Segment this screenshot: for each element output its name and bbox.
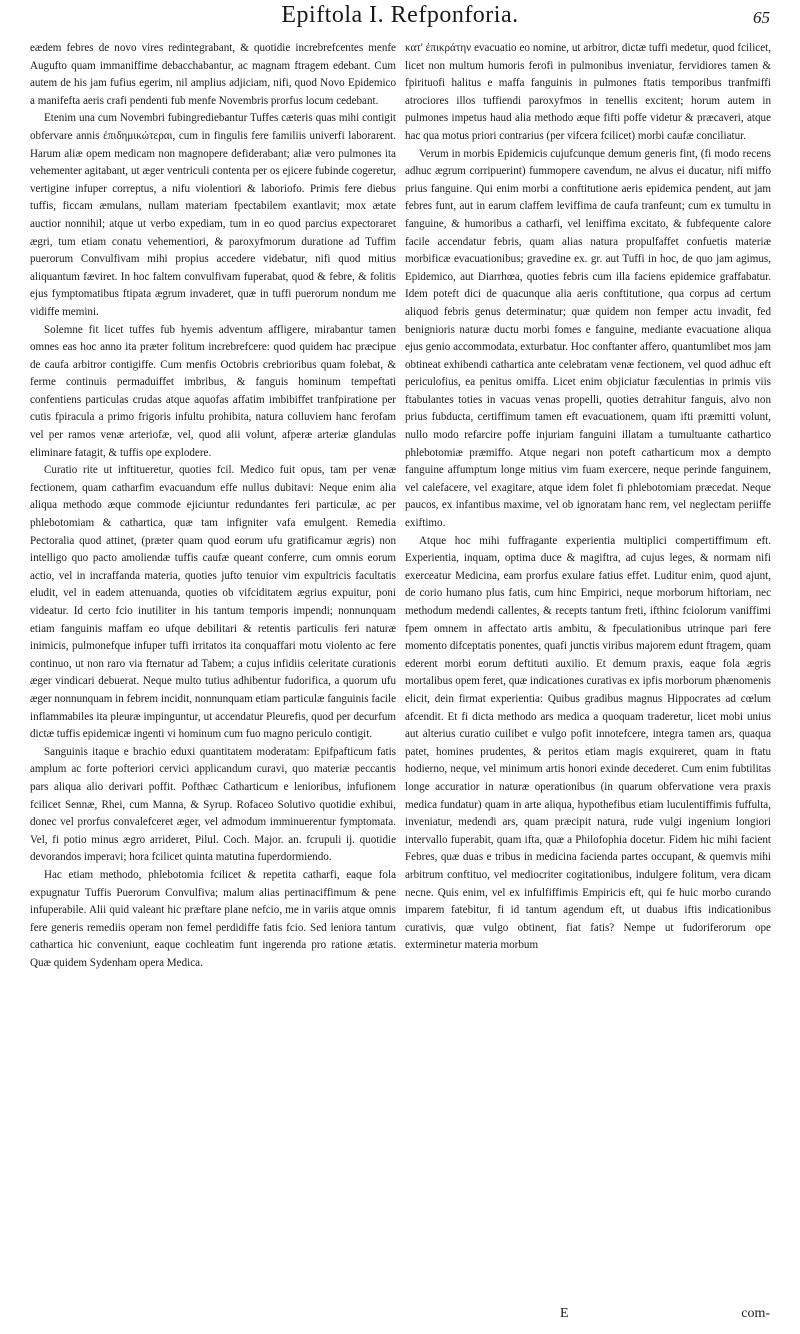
running-head	[30, 0, 770, 38]
left-paragraph-2: Etenim una cum Novembri fubingrediebantur Tuffes cæteris quas mihi contigit obfervare annis ἐπιδημικώτεραι, cum in fingulis fere familiis univerfi laborarent. Harum aliæ opem medicam non magnopere defiderabant; aliæ vero pulmones ita vehementer agitabant, ut æger ventriculi contenta per os ejicere fubinde cogeretur, vertigine infuper correptus, a nifu violentiori & laboriofo. Primis fere diebus tuffis, ficcam æmulans, nullam materiam fpectabilem exantlavit; mox ætate auctior nonnihil; atque ut verbo expediam, tum in eo quod parcius expectoraret ægri, tum etiam conatu vehementiori, & paroxyfmorum duratione ad Tuffim puerorum Convulfivam mihi propius accedere videbatur, nifi quod mitius aliquantum fæviret. In hoc faltem convulfivam fuperabat, quod & febre, & folitis ejus fymptomatibus ftipata ægrum invaderet, quæ in tuffi puerorum nondum me vidiffe memini.	[30, 112, 396, 318]
signature-mark: E	[560, 1306, 569, 1321]
right-column	[405, 40, 771, 955]
left-paragraph-1: eædem febres de novo vires redintegrabant, & quotidie increbrefcentes menfe Augufto quam immaniffime debacchabantur, ac magnam ftragem edebant. Cum autem de his jam fufius egerim, nil amplius adjiciam, nifi, quod Novo Epidemico a manifefta aeris crafi pendenti fub menfe Novembris prorfus locum cedebant.	[30, 42, 396, 107]
right-paragraph-2: Verum in morbis Epidemicis cujufcunque demum generis fint, (fi modo recens adhuc ægrum corripuerint) fummopere cavendum, ne alvus ei ducatur, nifi miffo prius fanguine. Qui enim morbi a conftitutione aeris epidemica pendent, aut jam febres funt, aut in earum claffem leviffima de caufa tranfeunt; cum ex tumultu in fanguine, & humoribus a catharfi, vel leniffima excitato, & fubfequente calore facile accendatur febris, quam alias natura propulfaffet confuetis materiæ morbificæ evacuationibus; gravedine ex. gr. aut Tuffi in hoc, de quo jam agimus, Epidemico, aut Diarrhœa, quoties febris cum illa faciens epidemice graffabatur. Idem poteft dici de quacunque alia aeris conftitutione, qua corpus ad certum aliquod febris genus determinatur; quæ quidem non femper actu invadit, fed benignioris naturæ ductu morbi fomes e fanguine, mediante evacuatione aliqua ejus genio accommodata, exturbatur. Hoc conftanter affero, quantumlibet mos jam obtineat exhibendi cathartica ante celebratam venæ fectionem, vel quod adhuc eft periculofius, ea penitus omiffa. Licet enim objiciatur fæculentias in primis viis ftabulantes toties in vacuas venas propelli, quoties detrahitur fanguis, alvo non prius fubducta, certiffimum tamen eft evacuationem, quam ifti præmitti volunt, nullo modo refarcire poffe injuriam fanguini illatam a tumultuante cathartico phlebotomiæ præmiffo. Atque negari non poteft catharticum mox a dempto fanguine affumptum longe mitius vim fuam exercere, neque perinde fanguinem, vel calefacere, vel exagitare, atque idem folet fi phlebotomiam præcedat. Neque paucos, ex infantibus maxime, vel ob ignoratam hanc rem, vel neglectam periiffe exiftimo.	[405, 147, 771, 530]
left-paragraph-6: Hac etiam methodo, phlebotomia fcilicet & repetita catharfi, eaque fola expugnatur Tuffis Puerorum Convulfiva; malum alias pertinaciffimum & pene infuperabile. Alii quid valeant hic præftare plane nefcio, me in variis atque omnis fere generis remediis operam non femel perdidiffe fatis fcio. Sed leniora tantum cathartica hic conveniunt, eaque cochleatim funt ingerenda pro ratione ætatis. Quæ quidem Sydenham opera Medica.	[30, 868, 396, 969]
right-paragraph-3: Atque hoc mihi fuffragante experientia multiplici compertiffimum eft. Experientia, inquam, optima duce & magiftra, ad cujus leges, & normam nifi exerceatur Medicina, eam prorfus exulare fatius effet. Luditur enim, quod ajunt, de corio humano plus fatis, cum hinc Empirici, neque morborum hiftoriam, nec methodum medendi callentes, & recepts tantum freti, ifthinc fciolorum vaniffimi fpem omnem in affectato artis ambitu, & fpeculationibus utrinque pari fere momento difceptatis ponentes, quafi junctis viribus majorem edunt ftragem, quam ederent morbi eorum deftituti auxilio. Et demum praxis, eaque fola ægris mortalibus opem feret, quæ indicationes curativas ex ipfis morborum phænomenis elicit, dein firmat experientia: Quibus gradibus magnus Hippocrates ad cœlum afcendit. Et fi dicta methodo ars medica a quoquam traderetur, licet mobi unius aut alterius curatio cuilibet e vulgo pofit innotefcere, integra tamen ars, quaqua patet, homines prudentes, & peritos etiam magis exquireret, quam in ftatu hodierno, neque, vel minimum artis honori exinde decederet. Cum enim fubtilitas longe accuratior in naturæ operationibus (in quarum obfervatione vera praxis medica fundatur) quam in arte aliqua, hypothefibus etiam luculentiffimis fuffulta, inveniatur, medendi ars, quam præcipit natura, rude vulgi ingenium longiori intervallo fuperabit, quam ifta, quæ a Philofophia docetur. Fidem hic mihi facient Febres, quæ duas e tribus in medicina facienda partes occupant, & quemvis mihi arbitrum conftituo, vel mediocriter cogitationibus, indulgere folitum, vera dicam necne. Quis enim, vel ex infulfiffimis Empiricis eft, qui fe huic morbo curando imparem fatebitur, fi id tantum agendum eft, ut duabus iftis indicationibus curativis, quæ vulgo obtinent, fiat fatis? Nempe ut fudoriferorum ope exterminetur materia morbum	[405, 534, 771, 952]
left-paragraph-3: Solemne fit licet tuffes fub hyemis adventum affligere, mirabantur tamen omnes eas hoc anno ita præter folitum increbrefcere: quod quidem hac præcipue de caufa arbitror contigiffe. Cum menfis Octobris crebrioribus quam folebat, & ferme continuis permaduiffet imbribus, & fanguis hominum tempeftati confentiens particulas crudas atque aquofas affatim imbibiffet tranfpiratione per cutis fpiracula a primo frigoris infultu prohibita, natura colluviem hanc ferofam vel per ramos venæ arteriofæ, vel, quod alii volunt, afperæ arteriæ glandulas eliminare fatagit, & tuffis ope explodere.	[30, 323, 396, 459]
left-paragraph-4: Curatio rite ut inftitueretur, quoties fcil. Medico fuit opus, tam per venæ fectionem, quam catharfim evacuandum effe nullus dubitavi: Neque enim alia aliqua methodo æque commode ejiciuntur redundantes feri particulæ, ac per phlebotomiam & cathartica, quæ tam infigniter vafa emulgent. Remedia Pectoralia quod attinet, (præter quam quod eorum ufu gratificamur ægris) non intelligo quo pacto amoliendæ tuffis caufæ queant conferre, cum omnis eorum actio, vel in incraffanda materia, quoties jufto tenuior vim expultricis facultatis eludit, vel in eadem attenuanda, quoties ob vifciditatem ægrius expuitur, poni videatur. Id certo fcio inutiliter in his tantum temporis impendi; nonnunquam etiam fanguinis maffam eo ufque debilitari & retentis particulis feri naturæ inimicis, pulmonefque infuper tuffi irritatos ita conquaffari motu violento ac fere continuo, ut non raro via fternatur ad Tabem; a cujus infidiis celeritate curationis æger vindicari debuerat. Neque multo tutius adhibentur fudorifica, a quorum ufu æger nonnunquam in febrem incidit, nonnunquam etiam particulæ fanguinis facile inflammabiles ita pleuræ impinguntur, ut accendatur Pleurefis, quod per decurfum dictæ tuffis epidemicæ ingenti vi hominum cum fuo magno periculo contigit.	[30, 464, 396, 741]
running-title: Epiftola I. Refponforia.	[281, 2, 519, 28]
left-paragraph-5: Sanguinis itaque e brachio eduxi quantitatem moderatam: Epifpafticum fatis amplum ac forte pofteriori cervici applicandum curavi, quo materiæ peccantis pars aliqua alio derivari poffit. Pofthæc Catharticum e lenioribus, infufionem fcilicet Sennæ, Rhei, cum Manna, & Syrup. Rofaceo Solutivo quotidie exhibui, donec vel prorfus convalefceret æger, vel admodum imminuerentur fymptomata. Vel, fi potio minus ægro arrideret, Pilul. Coch. Major. an. fcrupuli ij. quotidie devorandos imperavi; hora fcilicet quinta matutina fuperdormiendo.	[30, 745, 396, 864]
right-paragraph-1: κατ' ἐπικράτην evacuatio eo nomine, ut arbitror, dictæ tuffi medetur, quod fcilicet, licet non multum humoris ferofi in pulmonibus inveniatur, fervidiores tamen & fpirituofi halitus e maffa fanguinis in pulmones ftatis temporibus tranfmiffi atrociores illos tuffiendi paroxyfmos in tenellis excitent; horum autem in pulmones impetus haud alia methodo æque fifti poffe videtur & præcaveri, atque hac qua motus priori contrarius (per vifcera fcilicet) morbi caufæ conciliatur.	[405, 42, 771, 142]
catchword: com-	[741, 1306, 770, 1321]
left-column	[30, 40, 396, 972]
page-number: 65	[753, 8, 770, 27]
